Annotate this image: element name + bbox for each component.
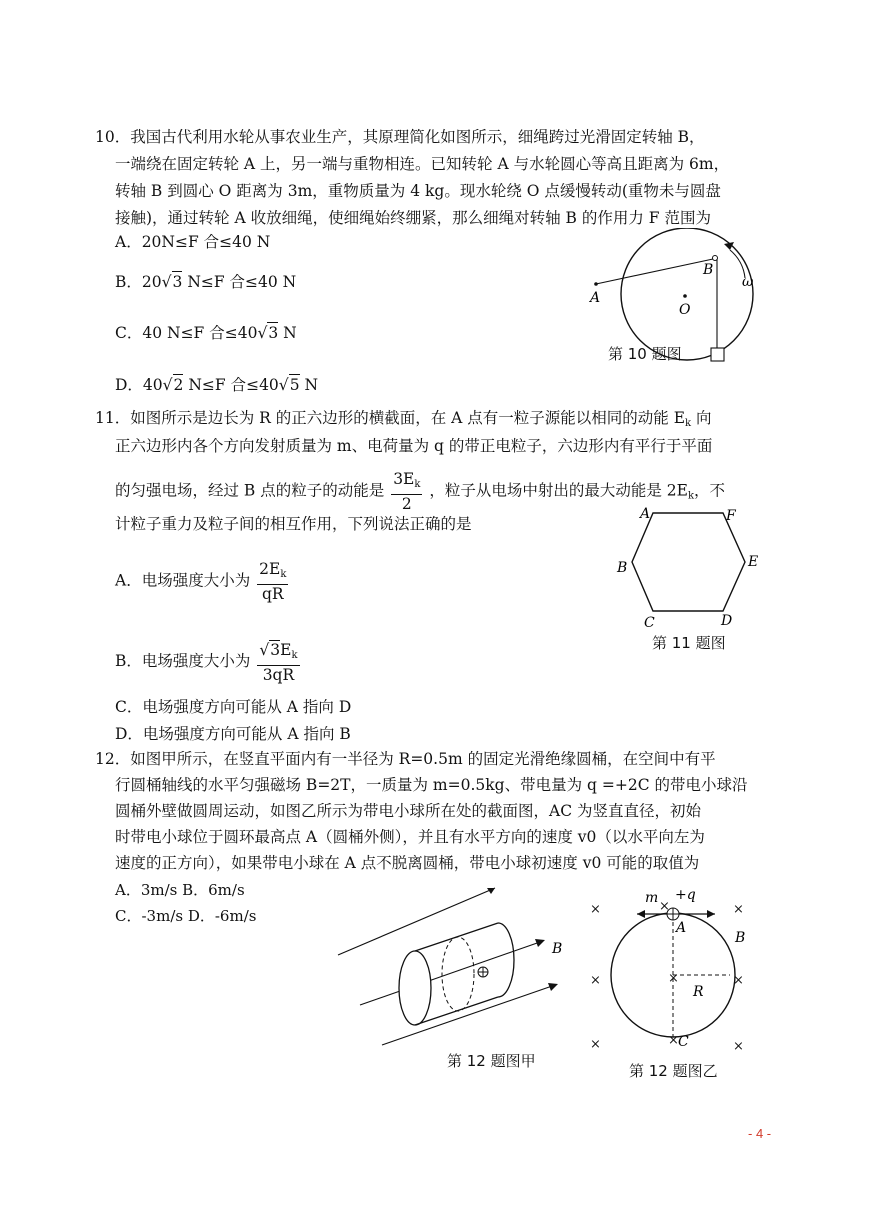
fig2-label-m: m [645, 890, 659, 906]
q11-option-b: B．电场强度大小为 $\frac{√3E_k}{3qR}$ [115, 641, 298, 684]
q11-line-4: 计粒子重力及粒子间的相互作用，下列说法正确的是 [115, 515, 472, 533]
hex-label-f: F [726, 508, 736, 524]
q11-figure [610, 500, 770, 635]
q11-option-a: A．电场强度大小为 $\frac{2E_k}{qR}$ [115, 560, 287, 603]
field-arrow-bottom [548, 983, 558, 991]
weight-block [711, 348, 724, 361]
q12-figure-jia [330, 880, 580, 1050]
fig1-label-b: B [552, 941, 563, 957]
svg-text:×: × [590, 902, 601, 917]
svg-text:×: × [733, 902, 744, 917]
cylinder-left-end [399, 951, 431, 1025]
magnetic-field-crosses [590, 899, 744, 1054]
q12-caption-yi: 第 12 题图乙 [629, 1062, 718, 1080]
hexagon [632, 513, 745, 611]
q11-option-d: D．电场强度方向可能从 A 指向 B [115, 725, 351, 743]
q12-line-5: 速度的正方向），如果带电小球在 A 点不脱离圆桶，带电小球初速度 v0 可能的取值为 [115, 854, 700, 872]
q12-options-cd: C．-3m/s D．-6m/s [115, 907, 257, 925]
svg-text:×: × [733, 1039, 744, 1054]
fig2-label-b: B [735, 930, 746, 946]
field-arrow-mid [535, 939, 545, 947]
svg-text:×: × [590, 1037, 601, 1052]
q11-option-c: C．电场强度方向可能从 A 指向 D [115, 698, 352, 716]
label-a: A [590, 290, 601, 306]
velocity-arrow-right [707, 910, 715, 918]
fig2-label-q: +q [675, 887, 696, 903]
q10-line-3: 转轴 B 到圆心 O 距离为 3m，重物质量为 4 kg。现水轮绕 O 点缓慢转动(重物未与圆盘 [115, 182, 721, 200]
q11-caption: 第 11 题图 [652, 634, 726, 652]
field-line-top [338, 888, 495, 955]
q11-line-2: 正六边形内各个方向发射质量为 m、电荷量为 q 的带正电粒子，六边形内有平行于平面 [115, 437, 713, 455]
q12-caption-jia: 第 12 题图甲 [447, 1052, 536, 1070]
q11-line-3: 的匀强电场，经过 B 点的粒子的动能是 $\frac{3E_k}{2}$ ，粒子从电场中射出的最大动能是 $2E_k$，不 [115, 470, 726, 513]
q12-line-1: 12．如图甲所示，在竖直平面内有一半径为 R=0.5m 的固定光滑绝缘圆桶，在空间中有平 [95, 750, 716, 768]
svg-text:×: × [668, 1033, 679, 1048]
water-wheel-circle [621, 228, 753, 360]
cylinder-right-end [498, 923, 514, 997]
q10-line-2: 一端绕在固定转轮 A 上，另一端与重物相连。已知转轮 A 与水轮圆心等高且距离为 6m， [115, 155, 730, 173]
svg-text:×: × [668, 971, 679, 986]
q11-line-1: 11．如图所示是边长为 R 的正六边形的横截面，在 A 点有一粒子源能以相同的动能 $E_k$ 向 [95, 409, 712, 429]
label-omega: ω [742, 274, 754, 290]
fig2-label-r: R [693, 984, 704, 1000]
hex-label-b: B [617, 560, 628, 576]
q12-line-2: 行圆桶轴线的水平匀强磁场 B=2T，一质量为 m=0.5kg、带电量为 q =+2C 的带电小球沿 [115, 776, 748, 794]
velocity-arrow-left [637, 910, 645, 918]
q12-line-4: 时带电小球位于圆环最高点 A（圆桶外侧），并且有水平方向的速度 v0（以水平向左为 [115, 828, 705, 846]
q10-line-1: 10．我国古代利用水轮从事农业生产，其原理简化如图所示，细绳跨过光滑固定转轴 B， [95, 128, 705, 146]
fig2-label-a: A [676, 920, 687, 936]
q10-option-b: B．20√3 N≤F 合≤40 N [115, 273, 297, 291]
svg-text:×: × [659, 899, 670, 914]
hex-label-a: A [640, 506, 651, 522]
hex-label-d: D [721, 613, 733, 629]
cross-section-dashed [442, 937, 474, 1011]
center-o-dot [683, 294, 687, 298]
svg-text:×: × [590, 973, 601, 988]
q10-caption: 第 10 题图 [608, 345, 682, 363]
rope-a-to-b [596, 259, 713, 284]
fig2-label-c: C [678, 1034, 689, 1050]
q10-option-a: A．20N≤F 合≤40 N [115, 233, 271, 251]
label-o: O [679, 302, 691, 318]
ek-fraction: $\frac{3E_k}{2}$ [393, 470, 421, 513]
q12-figure-yi [585, 880, 760, 1065]
hex-label-c: C [644, 615, 655, 631]
q10-line-4: 接触)，通过转轮 A 收放细绳，使细绳始终绷紧，那么细绳对转轴 B 的作用力 F 范围为 [115, 209, 711, 227]
svg-text:×: × [733, 973, 744, 988]
page-number: - 4 - [748, 1126, 772, 1141]
hex-label-e: E [748, 554, 759, 570]
label-b: B [703, 262, 714, 278]
q12-line-3: 圆桶外壁做圆周运动，如图乙所示为带电小球所在处的截面图，AC 为竖直直径，初始 [115, 802, 701, 820]
q12-options-ab: A．3m/s B．6m/s [115, 881, 245, 899]
q10-option-d: D．40√2 N≤F 合≤40√5 N [115, 376, 319, 394]
q10-option-c: C．40 N≤F 合≤40√3 N [115, 324, 297, 342]
